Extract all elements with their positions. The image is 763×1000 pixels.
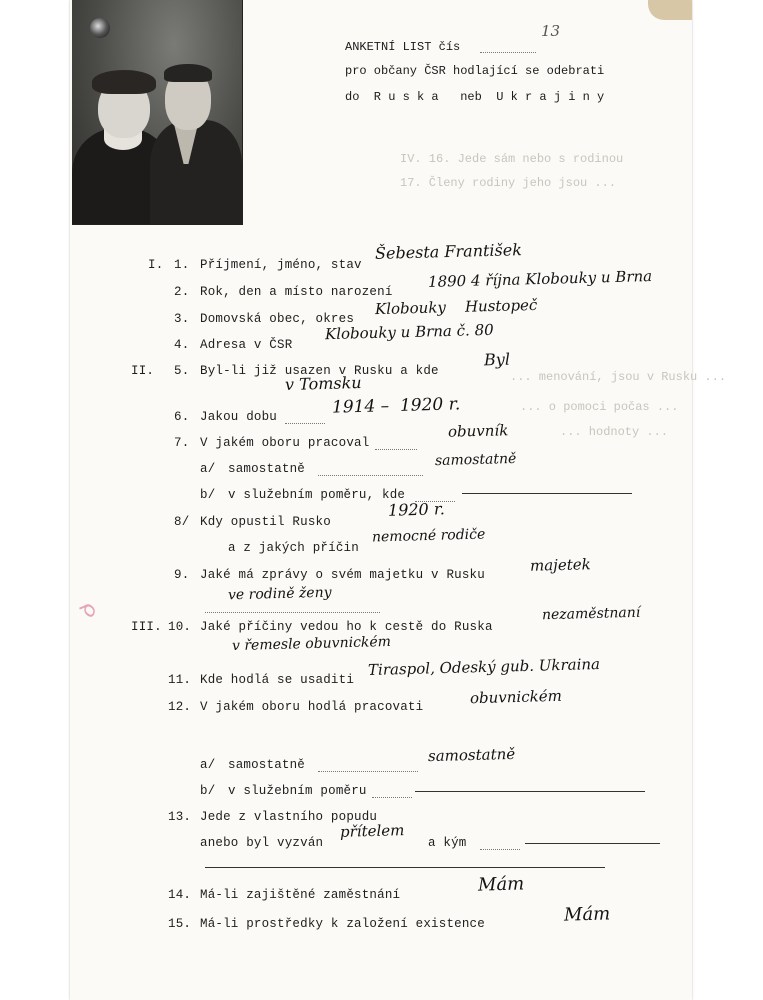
item-label: Jaké má zprávy o svém majetku v Rusku: [200, 568, 485, 582]
item-label: Jaké příčiny vedou ho k cestě do Ruska: [200, 620, 493, 634]
form-subtitle: pro občany ČSR hodlající se odebrati: [345, 64, 605, 78]
item-label: Domovská obec, okres: [200, 312, 355, 326]
item-label: Má-li zajištěné zaměstnání: [200, 888, 401, 902]
fill-dots: [318, 771, 418, 772]
item-answer: obuvník: [447, 421, 509, 441]
item-number: 3.: [174, 312, 190, 326]
page-margin-left: [0, 0, 70, 1000]
item-answer: přítelem: [339, 821, 405, 841]
fill-dots: [372, 797, 412, 798]
form-number-dots: [480, 52, 536, 53]
item-label: samostatně: [228, 462, 306, 476]
item-number: 5.: [174, 364, 190, 378]
empty-answer-dash: [205, 867, 605, 868]
item-label: Adresa v ČSR: [200, 338, 293, 352]
item-number: 13.: [168, 810, 192, 824]
item-label: anebo byl vyzván: [200, 836, 324, 850]
item-number: 15.: [168, 917, 192, 931]
sub-item-letter: b/: [200, 488, 216, 502]
item-number: 7.: [174, 436, 190, 450]
item-number: 11.: [168, 673, 192, 687]
item-label: Příjmení, jméno, stav: [200, 258, 362, 272]
bleed-through-line: ... hodnoty ...: [560, 425, 669, 439]
item-answer: Byl: [483, 349, 511, 370]
sub-item-letter: a/: [200, 462, 216, 476]
form-title: ANKETNÍ LIST čís: [345, 40, 461, 54]
section-number: III.: [131, 620, 162, 634]
empty-answer-dash: [462, 493, 632, 494]
section-number: I.: [148, 258, 164, 272]
fill-dots: [318, 475, 423, 476]
item-number: 4.: [174, 338, 190, 352]
item-number: 12.: [168, 700, 192, 714]
item-answer: obuvnickém: [469, 686, 563, 708]
item-answer-continued: v Tomsku: [284, 373, 362, 394]
item-number: 9.: [174, 568, 190, 582]
item-answer-continued: v řemesle obuvnickém: [231, 633, 392, 655]
item-label: Jede z vlastního popudu: [200, 810, 378, 824]
item-number: 1.: [174, 258, 190, 272]
item-answer: nemocné rodiče: [371, 526, 486, 546]
pink-margin-mark: ꝺ: [74, 601, 103, 622]
page-margin-right: [692, 0, 763, 1000]
item-answer: samostatně: [434, 450, 517, 470]
sub-item-letter: a/: [200, 758, 216, 772]
item-number: 10.: [168, 620, 192, 634]
form-number: 13: [541, 22, 561, 40]
form-subtitle-2: do R u s k a neb U k r a j i n y: [345, 90, 605, 104]
item-label: Rok, den a místo narození: [200, 285, 393, 299]
item-answer: Mám: [477, 873, 525, 896]
fill-dots: [205, 612, 380, 613]
item-label: V jakém oboru pracoval: [200, 436, 370, 450]
item-answer: Tiraspol, Odeský gub. Ukraina: [367, 654, 601, 680]
item-answer: Klobouky u Brna č. 80: [324, 320, 494, 344]
item-answer: nezaměstnaní: [541, 604, 641, 624]
item-label: Kdy opustil Rusko: [200, 515, 331, 529]
fill-dots: [375, 449, 417, 450]
item-label: a z jakých příčin: [228, 541, 359, 555]
item-label: Byl-li již usazen v Rusku a kde: [200, 364, 439, 378]
section-number: II.: [131, 364, 155, 378]
item-answer: 1890 4 října Klobouky u Brna: [427, 267, 653, 291]
item-label: v služebním poměru: [228, 784, 367, 798]
item-answer: Mám: [563, 903, 611, 926]
bleed-through-line: ... o pomoci počas ...: [520, 400, 679, 414]
empty-answer-dash: [415, 791, 645, 792]
pin-tack-icon: [90, 18, 110, 38]
item-answer: samostatně: [427, 744, 516, 766]
item-answer: Klobouky Hustopeč: [374, 295, 538, 319]
couple-photograph: [72, 0, 243, 225]
item-label: samostatně: [228, 758, 306, 772]
empty-answer-dash: [525, 843, 660, 844]
item-answer: Šebesta František: [374, 240, 523, 263]
bleed-through-line: ... menování, jsou v Rusku ...: [510, 370, 734, 384]
item-number: 14.: [168, 888, 192, 902]
item-label: Má-li prostředky k založení existence: [200, 917, 485, 931]
item-label-after: a kým: [428, 836, 467, 850]
item-label: V jakém oboru hodlá pracovati: [200, 700, 424, 714]
item-number: 8/: [174, 515, 190, 529]
fill-dots: [285, 423, 325, 424]
item-label: v služebním poměru, kde: [228, 488, 406, 502]
item-answer: majetek: [529, 555, 591, 575]
sub-item-letter: b/: [200, 784, 216, 798]
item-label: Jakou dobu: [200, 410, 278, 424]
item-number: 2.: [174, 285, 190, 299]
item-answer: 1920 r.: [387, 499, 446, 520]
item-label: Kde hodlá se usaditi: [200, 673, 355, 687]
item-answer: 1914 – 1920 r.: [331, 394, 461, 418]
fill-dots: [480, 849, 520, 850]
paper-corner-stain: [648, 0, 692, 20]
item-number: 6.: [174, 410, 190, 424]
bleed-through-line: 17. Členy rodiny jeho jsou ...: [400, 176, 624, 190]
bleed-through-line: IV. 16. Jede sám nebo s rodinou: [400, 152, 624, 166]
item-answer-continued: ve rodině ženy: [227, 584, 332, 604]
